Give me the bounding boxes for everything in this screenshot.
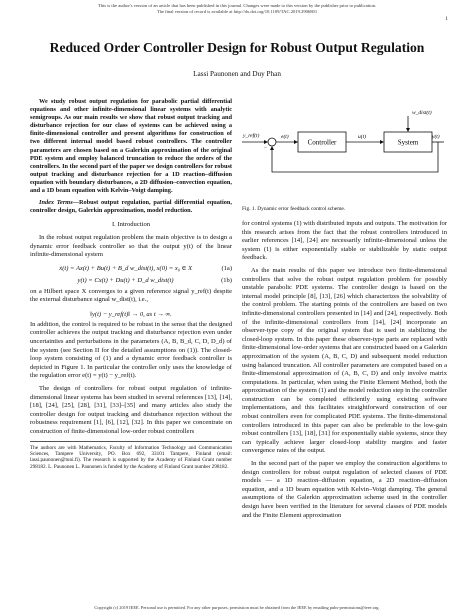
intro-paragraph-1: In the robust output regulation problem the main objective is to design a dynamic error feedback controller so that the output y(t) of the linear infinite-dimensional system bbox=[30, 233, 232, 259]
minus-sign: − bbox=[264, 146, 267, 151]
system-label: System bbox=[397, 138, 419, 147]
right-paragraph-1: for control systems (1) with distributed inputs and outputs. The motivation for this research arises from the fact that the robust controllers introduced in earlier references [14], [24] are necessarily infinite-dimensional unless the system (1) is either exponentially stable or stabilizable by static output feedback. bbox=[242, 220, 447, 262]
intro-paragraph-3: In addition, the control is required to be robust in the sense that the designed controller achieves the output tracking and disturbance rejection even under uncertainties and perturbations in the parameters (A, B, B_d, C, D, D_d) of the system (see Section II for the detailed assumptions on (1)). The closed-loop system consisting of (1) and a dynamic error feedback controller is depicted in Figure 1. In particular the controller only uses the knowledge of the regulation error e(t) = y(t) − y_ref(t). bbox=[30, 320, 232, 380]
y-label: y(t) bbox=[432, 134, 440, 140]
index-terms-label: Index Terms bbox=[39, 199, 73, 207]
copyright-notice: Copyright (c) 2019 IEEE. Personal use is permitted. For any other purposes, permission must be obtained from the IEEE by emailing pubs-permissions@ieee.org. bbox=[94, 605, 380, 610]
feedback-arrowhead bbox=[270, 146, 274, 150]
summing-junction bbox=[268, 138, 276, 146]
equation-2 bbox=[30, 309, 232, 321]
intro-paragraph-4: The design of controllers for robust output regulation of infinite-dimensional linear systems has been studied in several references [13], [14], [18], [24], [25], [28], [31], [33]–[35] and many articles also study the controller design for output tracking and disturbance rejection without the robustness requirement [1], [6], [12], [32]. In this paper we concentrate on construction of finite-dimensional low-order robust controllers bbox=[30, 385, 232, 435]
reference-arrowhead bbox=[264, 140, 268, 144]
page-number: 1 bbox=[445, 16, 448, 22]
equation-1b-number: (1b) bbox=[221, 277, 232, 285]
paper-title: Reduced Order Controller Design for Robust Output Regulation bbox=[49, 40, 425, 55]
doi-notice: The final version of record is available at http://dx.doi.org/10.1109/TAC.2019.2906801 bbox=[156, 9, 318, 14]
section-heading: I. Introduction bbox=[111, 221, 151, 229]
equation-1a-number: (1a) bbox=[221, 265, 232, 273]
left-column bbox=[30, 98, 232, 470]
wdist-label: w_dist(t) bbox=[412, 110, 432, 116]
right-paragraph-3: In the second part of the paper we employ the construction algorithms to design controllers for robust output regulation of selected classes of PDE models — a 1D reaction–diffusion equation, a 2D reaction–diffusion equation, and a 1D beam equation with Kelvin–Voigt damping. The general assumptions of the Galerkin approximation scheme used in the controller design have been verified in the literature for several classes of PDE models and the Finite Element approximation bbox=[242, 460, 447, 519]
equation-1a bbox=[30, 264, 232, 276]
paper-authors: Lassi Paunonen and Duy Phan bbox=[193, 70, 281, 78]
figure-caption: Fig. 1. Dynamic error feedback control scheme. bbox=[242, 206, 346, 212]
equation-2-body: ‖y(t) − y_ref(t)‖ → 0, as t → ∞. bbox=[90, 310, 172, 318]
yref-label: y_ref(t) bbox=[243, 133, 260, 139]
u-label: u(t) bbox=[358, 134, 366, 140]
abstract: We study robust output regulation for parabolic partial differential equations and other infinite-dimensional linear systems with analytic semigroups. As our main results we show that robust output tracking and disturbance rejection for our class of systems can be achieved using a finite-dimensional controller and present algorithms for construction of two different internal model based robust controllers. The controller parameters are chosen based on a Galerkin approximation of the original PDE system and employ balanced truncation to reduce the orders of the controllers. In the second part of the paper we design controllers for robust output tracking and disturbance rejection for a 1D reaction–diffusion equation with boundary disturbances, a 2D diffusion–convection equation, and a 1D beam equation with Kelvin–Voigt damping. bbox=[30, 98, 232, 195]
control-arrowhead bbox=[380, 140, 384, 144]
intro-paragraph-2: on a Hilbert space X converges to a given reference signal y_ref(t) despite the external disturbance signal w_dist(t), i.e., bbox=[30, 287, 232, 304]
disturbance-arrowhead bbox=[406, 128, 410, 132]
equation-1b bbox=[30, 276, 232, 288]
error-arrowhead bbox=[294, 140, 298, 144]
right-paragraph-2: As the main results of this paper we introduce two finite-dimensional controllers that solve the robust output regulation problem for possibly unstable parabolic PDE systems. The controller design is based on the internal model principle [8], [13], [26] which characterizes the solvability of the control problem. The starting points of the controllers are based on two infinite-dimensional controllers presented in [14] and [24], respectively. Both of the infinite-dimensional controllers from [14], [24] incorporate an observer-type copy of the original system that is used in stabilizing the closed-loop system. In this paper these observer-type parts are replaced with finite-dimensional low-order systems that are constructed based on a Galerkin approximation of the system (A, B, C, D) and subsequent model reduction using balanced truncation. All controller parameters are computed based on a finite-dimensional approximation of (A, B, C, D) and only involve matrix computations. In particular, when using the Finite Element Method, both the approximation of the system (1) and the model reduction step in the controller construction can be completed efficiently using existing software implementations, and this facilitates straightforward construction of our robust controllers even for complicated PDE systems. The finite-dimensional controllers introduced in this paper can also be preferable to the low-gain robust controllers [13], [18], [31] for exponentially stable systems, since they can typically achieve larger closed-loop stability margins and faster convergence rates of the output. bbox=[242, 266, 447, 455]
block-diagram bbox=[242, 100, 447, 190]
right-column bbox=[242, 220, 447, 524]
footnote: The authors are with Mathematics, Faculty of Information Technology and Communication Sciences, Tampere University, PO. Box 692, 33101 Tampere, Finland (email: lassi.paunonen@tuni.fi). The research is supported by the Academy of Finland Grant number 298182. L. Paunonen L. Paunonen is funded by the Academy of Finland Grant number 298182. bbox=[30, 441, 232, 471]
controller-label: Controller bbox=[307, 138, 337, 147]
index-terms bbox=[30, 199, 232, 215]
index-terms-text: —Robust output regulation, partial differential equation, controller design, Galerkin approximation, model reduction. bbox=[30, 199, 233, 215]
publisher-notice: This is the author's version of an article that has been published in this journal. Changes were made to this version by the publisher prior to publication. bbox=[97, 3, 377, 8]
equation-1b-body: y(t) = Cx(t) + Du(t) + D_d w_dist(t) bbox=[77, 277, 174, 285]
equation-1a-body: ẋ(t) = Ax(t) + Bu(t) + B_d w_dist(t), x(0) = x₀ ∈ X bbox=[59, 265, 193, 273]
error-label: e(t) bbox=[281, 134, 289, 140]
